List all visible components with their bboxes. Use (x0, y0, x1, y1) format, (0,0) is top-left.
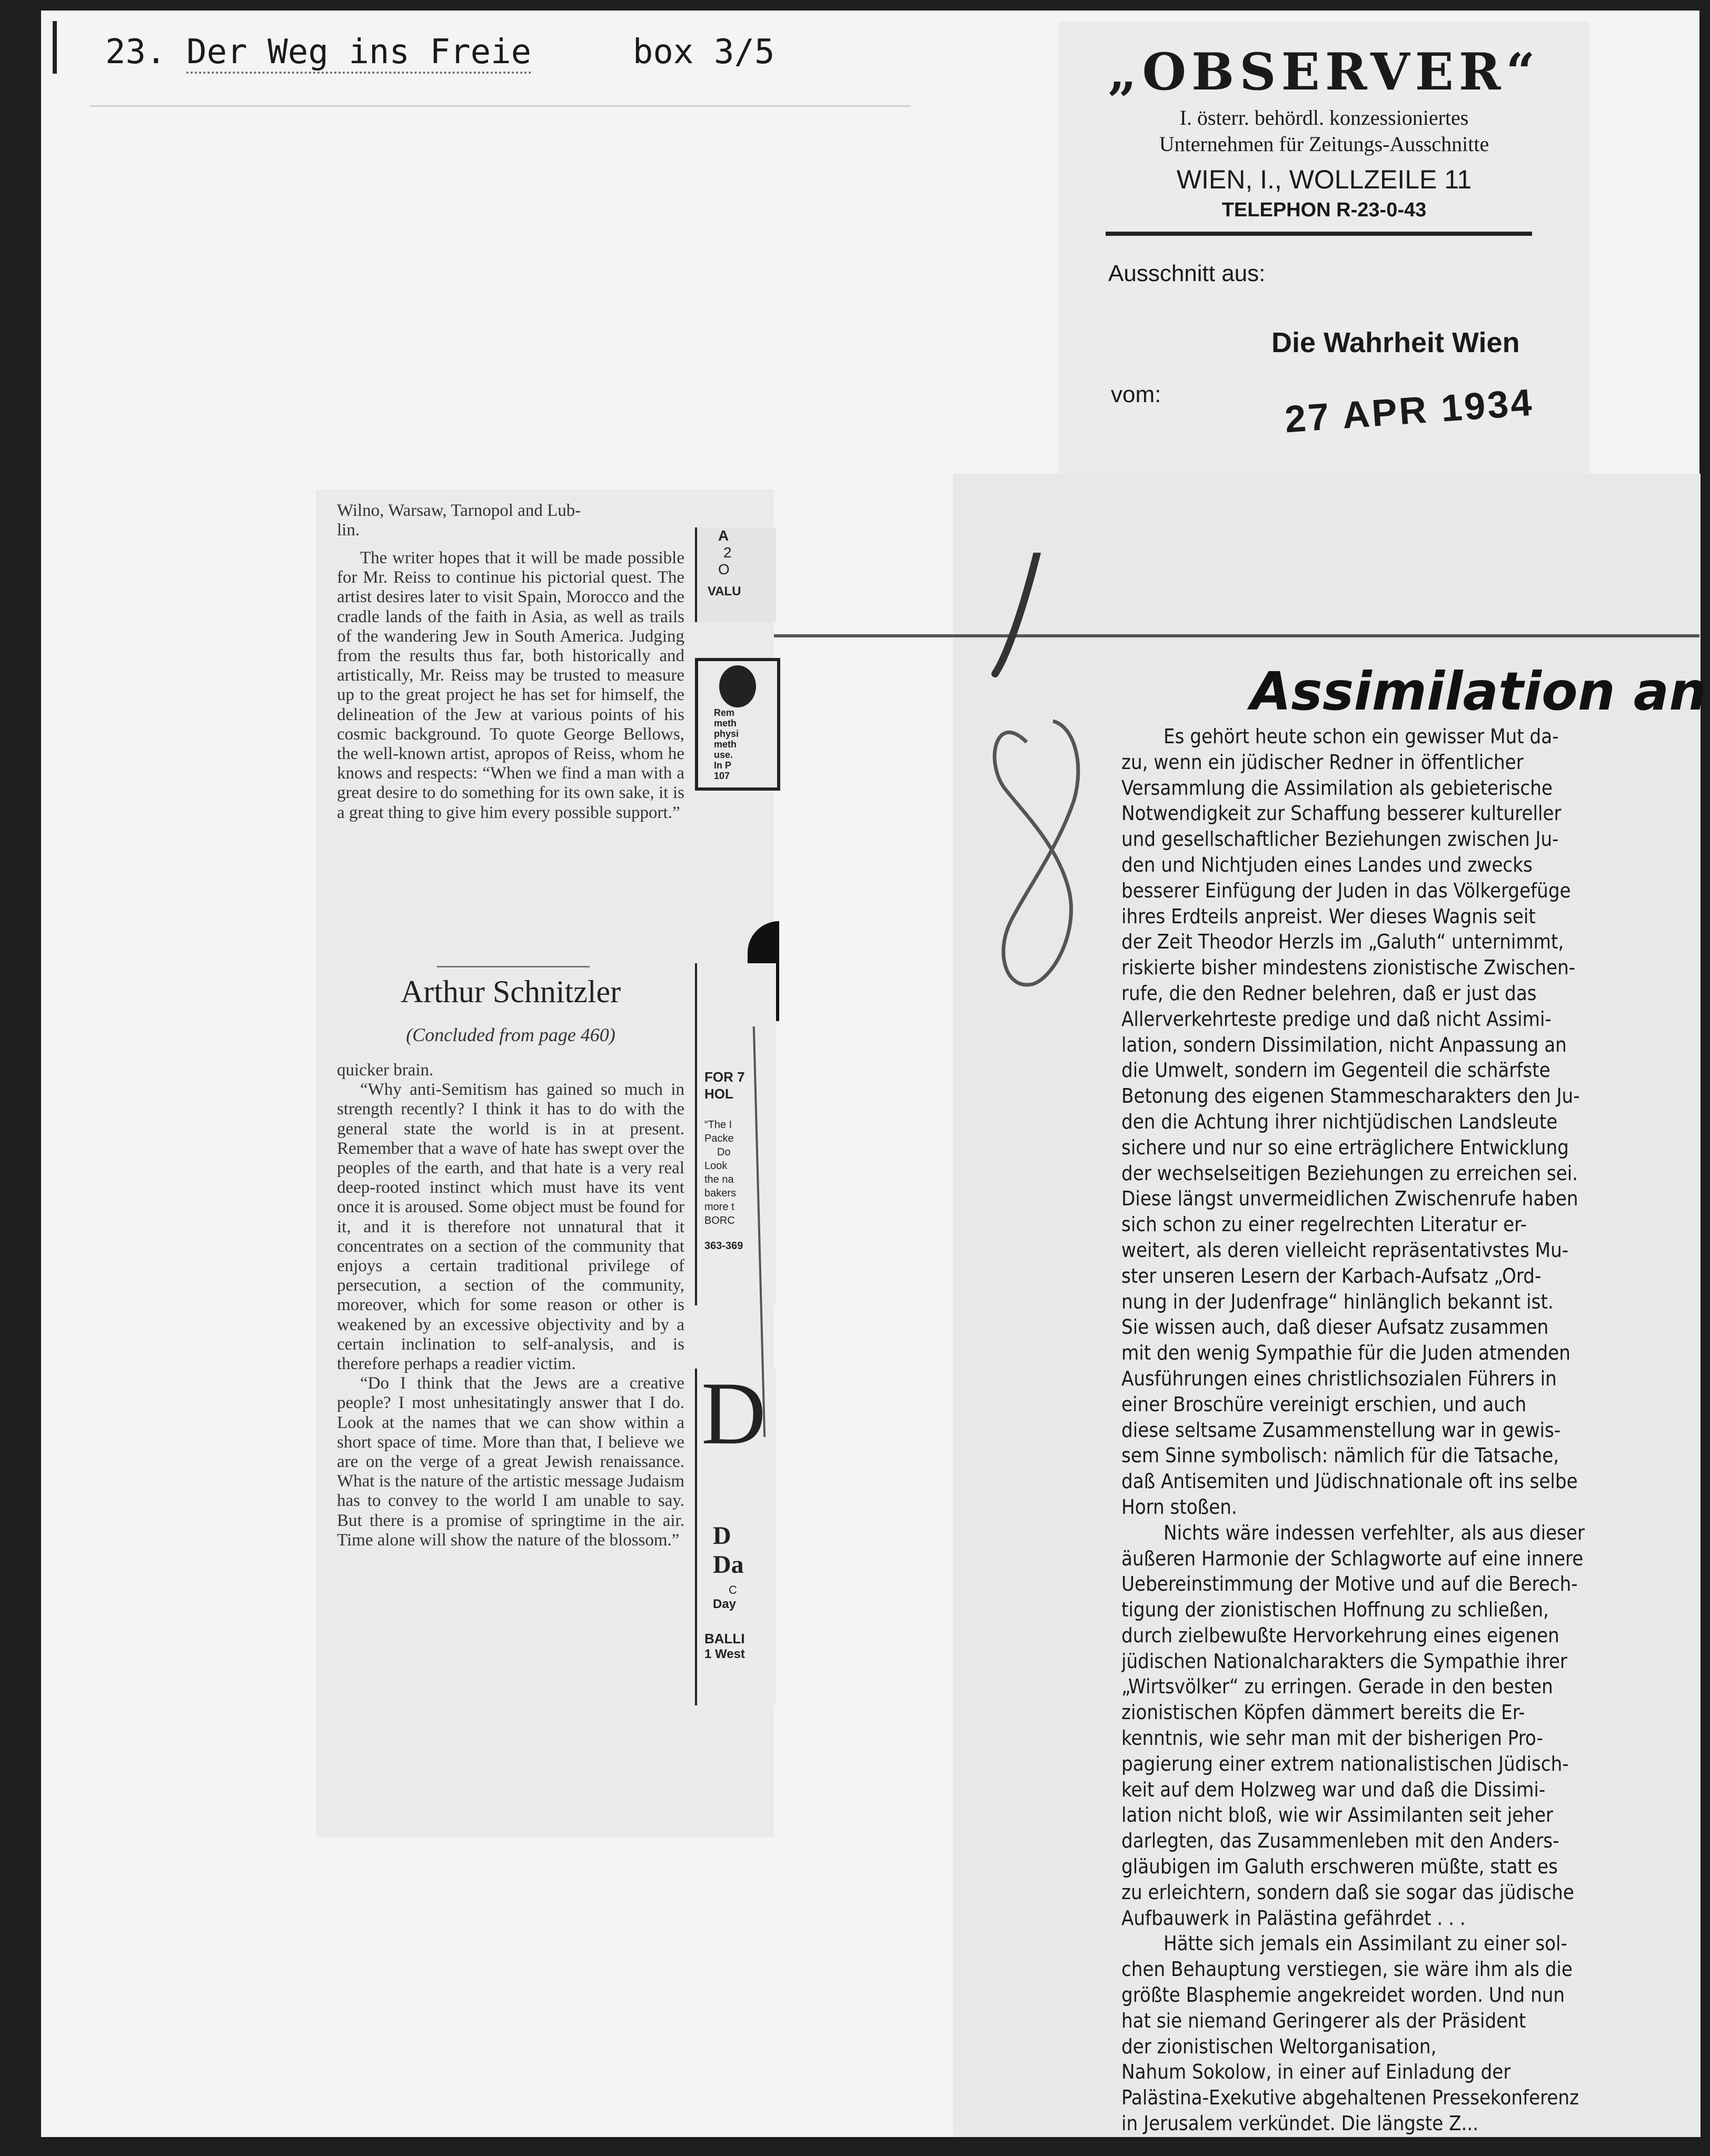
observer-clipping-stamp (1058, 21, 1590, 474)
ad-d-big: D (701, 1369, 766, 1463)
german-p2-line: Uebereinstimmung der Motive und auf die Berech- (1121, 1572, 1578, 1596)
ad-lower-3: “The I (704, 1119, 732, 1131)
german-paragraph-3 (1121, 1931, 1677, 2136)
german-p1-line: rufe, die den Redner belehren, daß er just das (1121, 981, 1537, 1005)
ad-lower-6: Look (704, 1160, 728, 1172)
german-p1-line: Diese längst unvermeidlichen Zwischenrufe haben (1121, 1187, 1578, 1211)
date-label: vom: (1111, 382, 1161, 407)
german-p1-line: sich schon zu einer regelrechten Literatur er- (1121, 1213, 1527, 1236)
german-p1-line: besserer Einfügung der Juden in das Völkergefüge (1121, 879, 1571, 902)
german-p1-line: die Umwelt, sondern im Gegenteil die schärfste (1121, 1059, 1550, 1082)
german-p3-line: der zionistischen Weltorganisation, (1121, 2034, 1437, 2058)
ad-lower-1: FOR 7 (704, 1069, 745, 1085)
english-article-title: Arthur Schnitzler (400, 974, 621, 1009)
german-p1-line: weitert, als deren vielleicht repräsentativstes Mu- (1121, 1238, 1569, 1262)
german-p2-line: äußeren Harmonie der Schlagworte auf eine innere (1121, 1546, 1584, 1570)
german-p1-line: ster unseren Lesern der Karbach-Aufsatz „Ord- (1121, 1264, 1542, 1287)
ad-d-6: BALLI (704, 1631, 745, 1646)
english-para2-text: “Why anti-Semitism has gained so much in strength recently? I think it has to do with the general state the world is in at present. Remember that a wave of hate has swept over the peoples of the earth, and that hate is a very real deep-rooted instinct which must have its vent once it is aroused. Some object must be found for it, and it is therefore not unnatural that it concentrates on a section of the community that enjoys a certain traditional privilege of persecution, a section of the community, moreover, which for some reason or other is weakened by an excessive objectivity and by a certain inclination to self-analysis, and is therefore perhaps a readier victim. (337, 1080, 684, 1374)
ad-fragment-top (695, 527, 776, 622)
ad-d-7: 1 West (704, 1647, 745, 1661)
german-p1-line: den die Achtung ihrer nichtjüdischen Landsleute (1121, 1110, 1558, 1133)
ad-mid-6: In P (714, 760, 732, 771)
german-p1-line: sem Sinne symbolisch: nämlich für die Tatsache, (1121, 1444, 1559, 1468)
ad-top-3: O (718, 561, 730, 577)
german-headline: Assimilation an (1250, 661, 1707, 722)
english-paragraph-2 (337, 1061, 684, 1550)
german-p2-line: durch zielbewußte Hervorkehrung eines eigenen (1121, 1623, 1559, 1647)
german-p1-line: Es gehört heute schon ein gewisser Mut da- (1164, 725, 1559, 748)
german-p1-line: riskierte bisher mindestens zionistische Zwischen- (1121, 956, 1576, 980)
divider (90, 105, 911, 107)
german-p1-line: Versammlung die Assimilation als gebieterische (1121, 776, 1553, 800)
page-edge-mark (53, 21, 57, 74)
german-p2-line: zionistischen Köpfen dämmert bereits die Er- (1121, 1701, 1525, 1724)
german-p3-line: größte Blasphemie angekreidet worden. Und nun (1121, 1983, 1565, 2007)
ad-mid-3: physi (714, 728, 739, 739)
german-p3-line: Palästina-Exekutive abgehaltenen Pressekonferenz (1121, 2086, 1579, 2110)
german-p1-line: der Zeit Theodor Herzls im „Galuth“ unternimmt, (1121, 930, 1564, 954)
german-paragraph-1 (1121, 724, 1677, 1520)
german-p1-line: nung in der Judenfrage“ hinlänglich bekannt ist. (1121, 1290, 1554, 1313)
ad-lower-7: the na (704, 1174, 734, 1185)
english-top-line-1: Wilno, Warsaw, Tarnopol and Lub- (337, 501, 581, 520)
german-p1-line: daß Antisemiten und Jüdischnationale oft ins selbe (1121, 1470, 1578, 1493)
german-p1-line: Notwendigkeit zur Schaffung besserer kultureller (1121, 802, 1562, 825)
ad-lower-2: HOL (704, 1086, 733, 1102)
folder-box: box 3/5 (632, 33, 775, 72)
observer-brand: „OBSERVER“ (1108, 42, 1540, 102)
german-p1-line: und gesellschaftlicher Beziehungen zwischen Ju- (1121, 827, 1559, 851)
german-p1-line: der wechselseitigen Beziehungen zu erreichen sei. (1121, 1161, 1578, 1185)
german-p2-line: gläubigen im Galuth erschweren müßte, statt es (1121, 1855, 1558, 1879)
ad-mid-2: meth (714, 718, 737, 728)
german-header-rule (698, 634, 1699, 637)
ad-lower-9: more t (704, 1201, 734, 1213)
source-label: Ausschnitt aus: (1108, 261, 1266, 286)
ad-lower-8: bakers (704, 1187, 737, 1199)
german-p1-line: ihres Erdteils anpreist. Wer dieses Wagnis seit (1121, 904, 1536, 928)
ad-mid-5: use. (714, 750, 733, 760)
ad-d-5: Day (713, 1597, 737, 1611)
german-p1-line: sichere und nur so eine erträglichere Entwicklung (1121, 1135, 1569, 1159)
folder-number: 23. (105, 33, 166, 72)
pencil-number-mark (974, 553, 1174, 1026)
folder-title: Der Weg ins Freie (186, 33, 531, 74)
ad-lower-4: Packe (704, 1133, 734, 1144)
german-p2-line: „Wirtsvölker“ zu erringen. Gerade in den besten (1121, 1675, 1553, 1699)
ad-d-4: C (729, 1583, 737, 1596)
date-stamp: 27 APR 1934 (1283, 381, 1535, 441)
german-p3-line: hat sie niemand Geringerer als der Präsident (1121, 2009, 1526, 2032)
german-p2-line: pagierung einer extrem nationalistischen Jüdisch- (1121, 1752, 1569, 1775)
ad-portrait-icon (719, 665, 756, 707)
german-p3-line: Hätte sich jemals ein Assimilant zu einer sol- (1164, 1932, 1567, 1955)
ad-lower-11: 363-369 (704, 1240, 743, 1252)
ad-top-4: VALU (708, 584, 741, 598)
observer-telephone: TELEPHON R-23-0-43 (1221, 199, 1427, 221)
german-p2-line: keit auf dem Holzweg war und daß die Dissimi- (1121, 1778, 1546, 1801)
ad-lower-5: Do (717, 1146, 731, 1158)
english-top-lines (337, 501, 684, 540)
english-separator (437, 966, 590, 967)
source-value: Die Wahrheit Wien (1271, 327, 1520, 358)
german-p1-line: diese seltsame Zusammenstellung war in gewis- (1121, 1418, 1561, 1442)
german-p3-line: chen Behauptung verstiegen, sie wäre ihm als die (1121, 1958, 1573, 1981)
ad-lower-10: BORC (704, 1215, 735, 1226)
english-continuation: quicker brain. (337, 1061, 434, 1080)
german-p1-line: einer Broschüre vereinigt erschien, und auch (1121, 1392, 1527, 1416)
english-para1-text: The writer hopes that it will be made possible for Mr. Reiss to continue his pictorial quest. The artist desires later to visit Spain, Morocco and the cradle lands of the faith in Asia, as well as trails of the wandering Jew in South America. Judging from the results thus far, both historically and artistically, Mr. Reiss may be trusted to measure up to the great project he has set for himself, the delineation of the Jew at various points of his cosmic background. To quote George Bellows, the well-known artist, apropos of Reiss, whom he knows and respects: “When we find a man with a great desire to do something for its own sake, it is a great thing to give him every possible support.” (337, 548, 684, 822)
german-paragraph-2 (1121, 1520, 1677, 1931)
german-p1-line: den und Nichtjuden eines Landes und zwecks (1121, 853, 1533, 876)
german-p3-line: Nahum Sokolow, in einer auf Einladung der (1121, 2060, 1511, 2084)
english-top-line-2: lin. (337, 521, 360, 540)
observer-line1: I. österr. behördl. konzessioniertes (1179, 106, 1469, 129)
german-p2-line: lation nicht bloß, wie wir Assimilanten seit jeher (1121, 1803, 1554, 1827)
german-p1-line: Ausführungen eines christlichsozialen Führers in (1121, 1366, 1557, 1390)
ad-fragment-mid (695, 658, 780, 791)
observer-address: WIEN, I., WOLLZEILE 11 (1176, 165, 1472, 194)
ad-d-2: D (713, 1522, 731, 1550)
german-p1-line: Horn stoßen. (1121, 1495, 1237, 1519)
ad-top-2: 2 (723, 544, 732, 561)
german-p1-line: lation, sondern Dissimilation, nicht Anpassung an (1121, 1033, 1567, 1056)
german-p1-line: zu, wenn ein jüdischer Redner in öffentlicher (1121, 750, 1524, 774)
english-clipping (316, 490, 774, 1837)
german-p1-line: Sie wissen auch, daß dieser Aufsatz zusammen (1121, 1315, 1549, 1339)
ad-mid-4: meth (714, 739, 737, 750)
english-para3-text: “Do I think that the Jews are a creative people? I most unhesitatingly answer that I do. Look at the names that we can show within a short space of time. More than that, I believe we are on the verge of a great Jewish renaissance. What is the nature of the artistic message Judaism has to convey to the world I am unable to say. But there is a promise of springtime in the air. Time alone will show the nature of the blossom.” (337, 1374, 684, 1550)
ad-fragment-lower (695, 963, 776, 1305)
german-p1-line: Allerverkehrteste predige und daß nicht Assimi- (1121, 1007, 1552, 1031)
german-p2-line: Aufbauwerk in Palästina gefährdet . . . (1121, 1906, 1466, 1930)
folder-heading (105, 33, 775, 72)
observer-line2: Unternehmen für Zeitungs-Ausschnitte (1159, 132, 1489, 156)
ad-top-1: A (718, 527, 729, 544)
observer-rule (1106, 232, 1532, 236)
german-p1-line: Betonung des eigenen Stammescharakters den Ju- (1121, 1084, 1580, 1108)
english-paragraph-1 (337, 548, 684, 823)
german-article-body (1121, 724, 1677, 2137)
german-p2-line: jüdischen Nationalcharakters die Sympathie ihrer (1121, 1649, 1567, 1673)
german-p2-line: zu erleichtern, sondern daß sie sogar das jüdische (1121, 1880, 1574, 1904)
ad-mid-7: 107 (714, 771, 730, 781)
german-p2-line: darlegten, das Zusammenleben mit den Anders- (1121, 1829, 1559, 1853)
german-p2-line: Nichts wäre indessen verfehlter, als aus dieser (1164, 1521, 1585, 1544)
german-p1-line: mit den wenig Sympathie für die Juden atmenden (1121, 1341, 1570, 1365)
ad-mid-1: Rem (714, 707, 735, 718)
german-p3-line: in Jerusalem verkündet. Die längste Z... (1121, 2112, 1479, 2135)
english-article-subtitle: (Concluded from page 460) (406, 1024, 615, 1045)
german-p2-line: tigung der zionistischen Hoffnung zu schließen, (1121, 1598, 1549, 1622)
german-p2-line: kenntnis, wie sehr man mit der bisherigen Pro- (1121, 1726, 1543, 1750)
ad-d-3: Da (713, 1551, 744, 1579)
